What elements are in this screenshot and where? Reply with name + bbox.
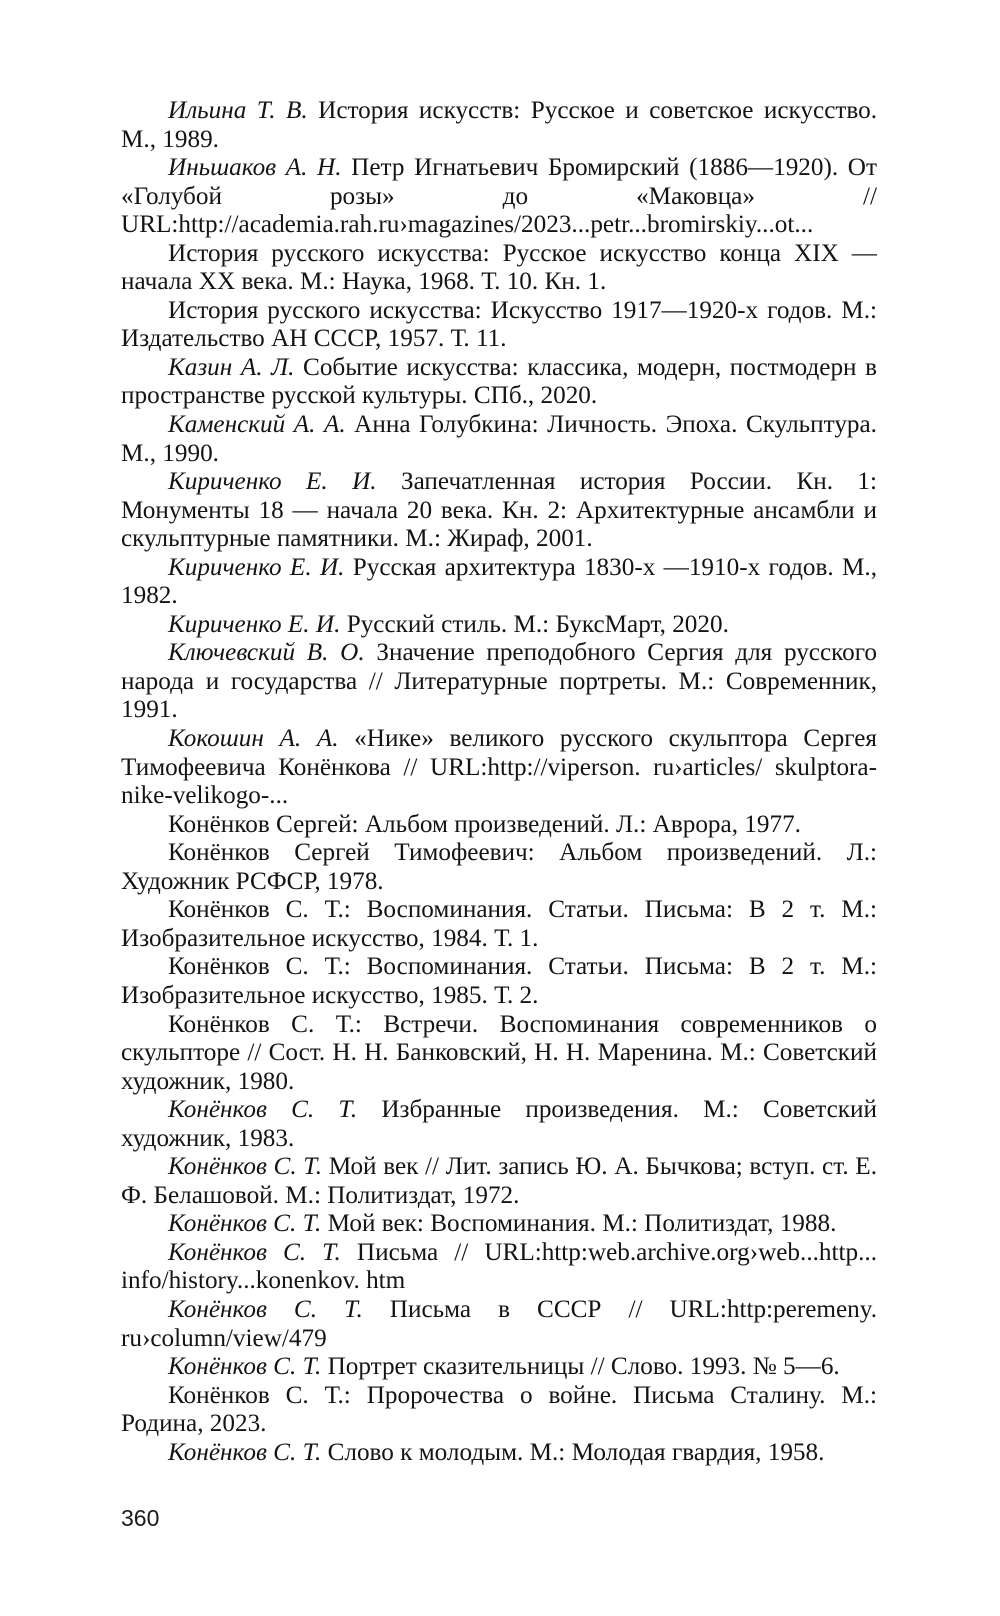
entry-author: Ключевский В. О. [168, 639, 365, 667]
entry-author: Конёнков С. Т. [168, 1210, 322, 1238]
bibliography-entry [121, 639, 877, 725]
bibliography-entry [121, 1096, 877, 1153]
entry-text: Письма // URL:http:web.archive.org›web...http... info/history...konenkov. htm [121, 1238, 877, 1295]
bibliography-entry [121, 1353, 877, 1382]
entry-text: Запечатленная история России. Кн. 1: Монументы 18 — начала 20 века. Кн. 2: Архитектурные ансамбли и скульптурные памятники. М.: Жираф, 2001. [121, 468, 877, 553]
entry-text: Слово к молодым. М.: Молодая гвардия, 1958. [321, 1438, 825, 1466]
bibliography-list [121, 97, 877, 1467]
entry-text: Конёнков С. Т.: Воспоминания. Статьи. Письма: В 2 т. М.: Изобразительное искусство, 1984. Т. 1. [121, 896, 877, 952]
bibliography-entry [121, 411, 877, 468]
bibliography-entry [121, 896, 877, 953]
bibliography-entry [121, 1210, 877, 1239]
entry-text: Значение преподобного Сергия для русского народа и государства // Литературные портреты. М.: Современник, 1991. [121, 639, 878, 724]
entry-author: Конёнков С. Т. [168, 1096, 358, 1124]
bibliography-entry [121, 1153, 877, 1210]
bibliography-entry [121, 554, 877, 611]
entry-text: Событие искусства: классика, модерн, постмодерн в пространстве русской культуры. СПб., 2020. [121, 353, 877, 410]
entry-text: Конёнков Сергей Тимофеевич: Альбом произведений. Л.: Художник РСФСР, 1978. [121, 839, 877, 895]
bibliography-entry [121, 354, 877, 411]
entry-author: Каменский А. А. [168, 411, 346, 439]
entry-text: История искусств: Русское и советское искусство. М., 1989. [121, 97, 877, 153]
entry-text: Письма в СССР // URL:http:peremeny. ru›column/view/479 [121, 1295, 878, 1352]
entry-author: Кириченко Е. И. [168, 610, 341, 638]
bibliography-entry [121, 1382, 877, 1439]
entry-author: Конёнков С. Т. [168, 1438, 322, 1466]
entry-text: Конёнков Сергей: Альбом произведений. Л.: Аврора, 1977. [168, 810, 801, 838]
entry-text: Мой век // Лит. запись Ю. А. Бычкова; вступ. ст. Е. Ф. Белашовой. М.: Политиздат, 1972. [121, 1153, 877, 1209]
bibliography-entry [121, 1296, 877, 1353]
entry-text: Русская архитектура 1830-х —1910-х годов. М., 1982. [121, 553, 877, 610]
entry-author: Конёнков С. Т. [168, 1353, 322, 1381]
bibliography-entry [121, 240, 877, 297]
entry-text: Избранные произведения. М.: Советский художник, 1983. [121, 1096, 877, 1152]
entry-text: «Нике» великого русского скульптора Сергея Тимофеевича Конёнкова // URL:http://viperson. ru›articles/ skulptora-nike-velikogo-... [121, 725, 878, 810]
bibliography-entry [121, 154, 877, 240]
bibliography-entry [121, 1439, 877, 1468]
entry-author: Кириченко Е. И. [168, 553, 345, 581]
bibliography-entry [121, 468, 877, 554]
bibliography-entry [121, 811, 877, 840]
entry-text: Анна Голубкина: Личность. Эпоха. Скульптура. М., 1990. [121, 411, 877, 467]
page-number: 360 [121, 1505, 160, 1531]
bibliography-entry [121, 725, 877, 811]
entry-text: Мой век: Воспоминания. М.: Политиздат, 1988. [321, 1210, 837, 1238]
entry-author: Конёнков С. Т. [168, 1238, 341, 1266]
entry-author: Конёнков С. Т. [168, 1295, 363, 1323]
entry-text: История русского искусства: Русское искусство конца XIX — начала XX века. М.: Наука, 1968. Т. 10. Кн. 1. [121, 239, 877, 296]
entry-text: Конёнков С. Т.: Встречи. Воспоминания современников о скульпторе // Сост. Н. Н. Банковский, Н. Н. Маренина. М.: Советский художник, 1980. [121, 1010, 877, 1095]
bibliography-entry [121, 611, 877, 640]
entry-text: Конёнков С. Т.: Воспоминания. Статьи. Письма: В 2 т. М.: Изобразительное искусство, 1985. Т. 2. [121, 953, 877, 1009]
bibliography-entry [121, 953, 877, 1010]
entry-text: История русского искусства: Искусство 1917—1920-х годов. М.: Издательство АН СССР, 1957. Т. 11. [121, 296, 877, 353]
bibliography-entry [121, 1011, 877, 1097]
entry-author: Ильина Т. В. [168, 97, 308, 124]
entry-text: Петр Игнатьевич Бромирский (1886—1920). От «Голубой розы» до «Маковца» // URL:http://academia.rah.ru›magazines/2023...petr...bromirskiy...ot... [121, 154, 877, 239]
entry-text: Портрет сказительницы // Слово. 1993. № 5—6. [321, 1353, 840, 1381]
entry-author: Казин А. Л. [168, 353, 295, 381]
entry-author: Кириченко Е. И. [168, 468, 377, 496]
entry-author: Иньшаков А. Н. [168, 154, 342, 182]
bibliography-entry [121, 839, 877, 896]
bibliography-entry [121, 97, 877, 154]
bibliography-entry [121, 297, 877, 354]
bibliography-entry [121, 1239, 877, 1296]
entry-text: Русский стиль. М.: БуксМарт, 2020. [340, 610, 729, 638]
entry-author: Конёнков С. Т. [168, 1153, 323, 1181]
entry-author: Кокошин А. А. [168, 725, 339, 753]
entry-text: Конёнков С. Т.: Пророчества о войне. Письма Сталину. М.: Родина, 2023. [121, 1381, 877, 1438]
